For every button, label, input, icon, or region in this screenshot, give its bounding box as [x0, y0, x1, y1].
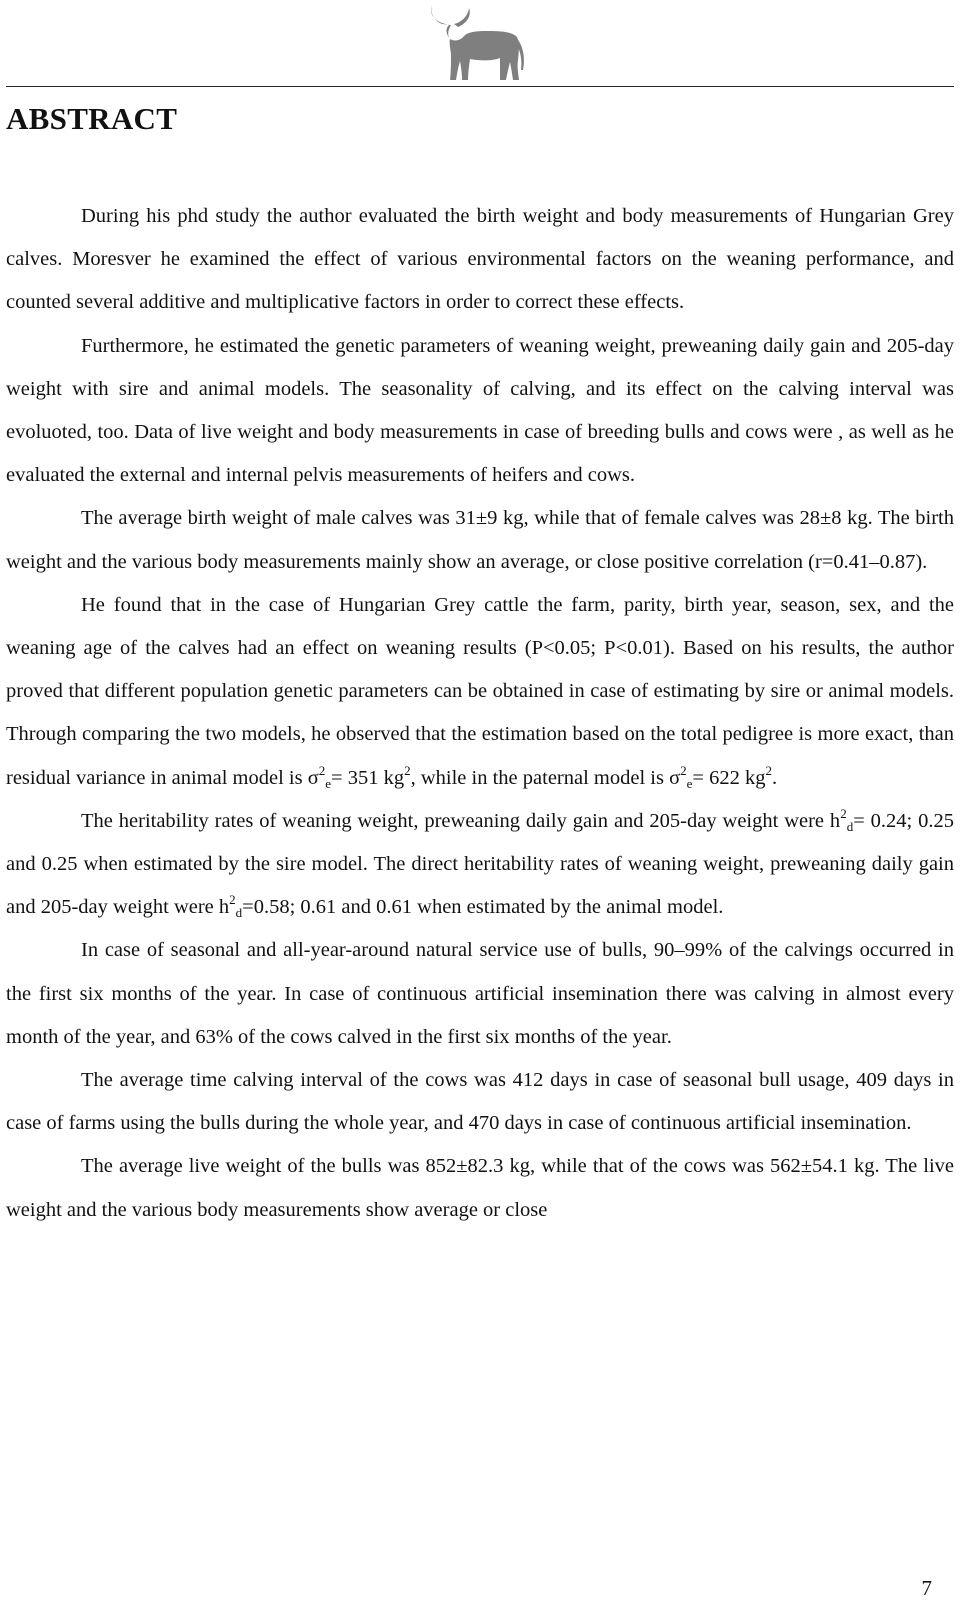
abstract-paragraph: The average live weight of the bulls was 852±82.3 kg, while that of the cows was 562±54.1 kg. The live weight and the various body measurements show average or close	[6, 1155, 954, 1221]
grey-cattle-silhouette-icon	[420, 0, 530, 86]
page-title: ABSTRACT	[6, 101, 178, 136]
header-rule	[6, 86, 954, 87]
abstract-body	[6, 195, 954, 1232]
abstract-paragraph: In case of seasonal and all-year-around natural service use of bulls, 90–99% of the calvings occurred in the first six months of the year. In case of continuous artificial insemination there was calving in almost every month of the year, and 63% of the cows calved in the first six months of the year.	[6, 939, 954, 1048]
abstract-paragraph: Furthermore, he estimated the genetic parameters of weaning weight, preweaning daily gain and 205-day weight with sire and animal models. The seasonality of calving, and its effect on the calving interval was evoluoted, too. Data of live weight and body measurements in case of breeding bulls and cows were , as well as he evaluated the external and internal pelvis measurements of heifers and cows.	[6, 334, 954, 487]
abstract-paragraph: The average birth weight of male calves was 31±9 kg, while that of female calves was 28±8 kg. The birth weight and the various body measurements mainly show an average, or close positive correlation (r=0.41–0.87).	[6, 507, 954, 573]
abstract-paragraph: During his phd study the author evaluated the birth weight and body measurements of Hungarian Grey calves. Moresver he examined the effect of various environmental factors on the weaning performance, and counted several additive and multiplicative factors in order to correct these effects.	[6, 205, 954, 314]
abstract-paragraph: He found that in the case of Hungarian Grey cattle the farm, parity, birth year, season, sex, and the weaning age of the calves had an effect on weaning results (P<0.05; P<0.01). Based on his results, the author proved that different population genetic parameters can be obtained in case of estimating by sire or animal models. Through comparing the two models, he observed that the estimation based on the total pedigree is more exact, than residual variance in animal model is $\sigma^2_e= 351$ $kg^2$, while in the paternal model is $\sigma^2_e= 622$ $kg^2$.	[6, 593, 954, 791]
page-number: 7	[921, 1576, 932, 1600]
abstract-paragraph: The average time calving interval of the cows was 412 days in case of seasonal bull usage, 409 days in case of farms using the bulls during the whole year, and 470 days in case of continuous artificial insemination.	[6, 1069, 954, 1135]
abstract-paragraph: The heritability rates of weaning weight, preweaning daily gain and 205-day weight were $h^2_d= 0.24$; 0.25 and 0.25 when estimated by the sire model. The direct heritability rates of weaning weight, preweaning daily gain and 205-day weight were $h^2_d=0.58$; 0.61 and 0.61 when estimated by the animal model.	[6, 805, 954, 921]
